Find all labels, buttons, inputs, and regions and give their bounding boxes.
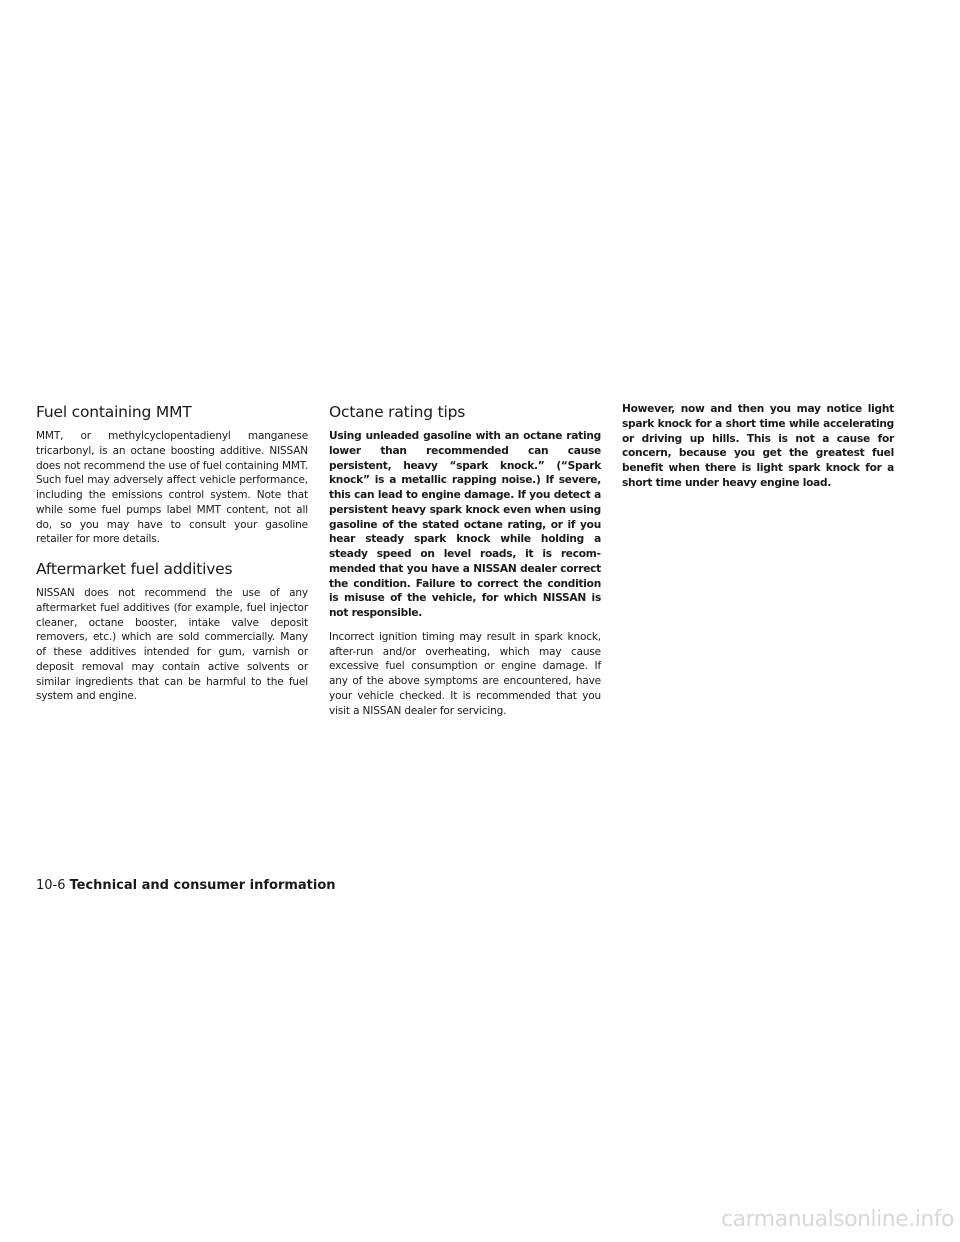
paragraph-ignition-timing: Incorrect ignition timing may result in spark knock, after-run and/or overheating, which may cause excessive fuel consumption or engine damage. If any of the above symptoms are encountered, have your vehicle checked. It is recommended that you visit a NISSAN dealer for servicing. [329,630,601,717]
chapter-title: Technical and consumer information [69,878,336,893]
section-octane-tips [329,402,601,718]
paragraph-light-spark-knock: However, now and then you may notice light spark knock for a short time while accelerating or driving up hills. This is not a cause for concern, because you get the greatest fuel benefit when there is light spark knock for a short time under heavy engine load. [622,403,894,489]
section-aftermarket-additives [36,559,308,704]
page-footer [36,878,336,894]
section-fuel-mmt [36,402,308,547]
column-middle [329,402,601,730]
heading-aftermarket-additives: Aftermarket fuel additives [36,560,233,578]
paragraph-fuel-mmt: MMT, or methylcyclopentadienyl manganese tricarbonyl, is an octane boosting additive. NISSAN does not recommend the use of fuel containing MMT. Such fuel may adversely affect vehicle performance, including the emissions control system. Note that while some fuel pumps label MMT content, not all do, so you may have to consult your gasoline retailer for more details. [36,430,308,546]
warning-octane: Using unleaded gasoline with an octane rating lower than recommended can cause persistent, heavy “spark knock.” (“Spark knock” is a metallic rapping noise.) If severe, this can lead to engine damage. If you detect a persistent heavy spark knock even when using gasoline of the stated octane rating, or if you hear steady spark knock while holding a steady speed on level roads, it is recommended that you have a NISSAN dealer correct the condition. Failure to correct the condition is misuse of the vehicle, for which NISSAN is not responsible. [329,430,601,619]
page-number: 10-6 [36,878,66,893]
column-left [36,402,308,716]
heading-fuel-mmt: Fuel containing MMT [36,403,192,421]
paragraph-aftermarket-additives: NISSAN does not recommend the use of any aftermarket fuel additives (for example, fuel injector cleaner, octane booster, intake valve deposit removers, etc.) which are sold commercially. Many of these additives intended for gum, varnish or deposit removal may contain active solvents or similar ingredients that can be harmful to the fuel system and engine. [36,587,308,703]
heading-octane-tips: Octane rating tips [329,403,466,421]
watermark: carmanualsonline.info [721,1207,954,1232]
column-right [622,402,894,500]
